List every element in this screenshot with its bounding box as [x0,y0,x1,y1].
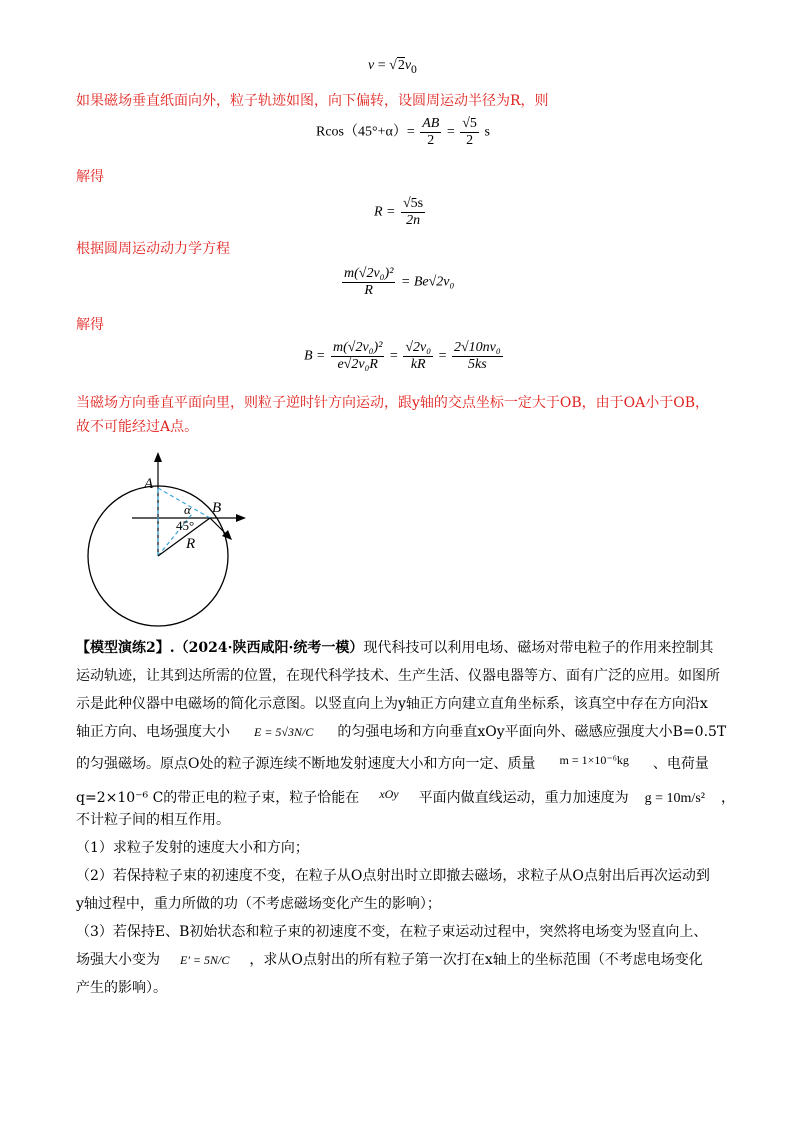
label-b: B [212,500,222,516]
problem-line-3: 示是此种仪器中电磁场的简化示意图。以竖直向上为y轴正方向建立直角坐标系，该真空中存在方向沿x [76,696,708,712]
trajectory-figure [80,450,280,630]
eq5-f3-den: 5ks [468,357,487,372]
gravity-expression: g = 10m/s² [644,791,705,806]
label-alpha: α [184,502,191,517]
equation-dynamics [340,266,454,299]
problem-intro-1: 现代科技可以利用电场、磁场对带电粒子的作用来控制其 [363,640,714,656]
eq5-lhs: B = [304,348,326,364]
eq3-num: √5s [403,196,424,211]
problem-line-1 [76,634,740,662]
eq2-lhs: Rcos（45°+α）= [316,124,415,140]
eq5-f2-num: √2v₀ [405,340,432,355]
eq5-frac3 [452,340,503,373]
eq5-f2-den: kR [410,357,426,372]
text-solve-2: 解得 [76,317,104,333]
eq2-frac2 [460,116,479,149]
eq3-lhs: R = [374,204,396,220]
eq2-frac1-den: 2 [427,133,435,148]
eq4-num: m(√2v₀)² [344,266,394,281]
eq2-tail: s [484,124,490,140]
question-3-2a: 场强大小变为 [76,952,160,968]
eq4-rhs: = Be√2v₀ [400,274,455,290]
y-axis-arrow [154,452,162,462]
eq1-v: v [404,58,412,73]
equation-velocity: $v = √2v_0$ [368,58,417,76]
eq5-f3-num: 2√10nv₀ [453,340,501,355]
mass-expression: m = 1×10⁻⁶kg [559,753,629,767]
eq3-den: 2n [406,213,421,228]
eq2-frac1 [420,116,441,149]
e-field-expression: E = 5√3N/C [254,725,314,739]
text-case-in-2: 故不可能经过A点。 [76,419,199,435]
eq2-frac2-den: 2 [466,133,474,148]
question-3-line-1: （3）若保持E、B初始状态和粒子束的初速度不变，在粒子束运动过程中，突然将电场变为竖直向上、 [76,924,708,940]
label-a: A [144,476,154,492]
label-r: R [186,536,196,552]
eq2-frac1-num: AB [422,116,440,131]
eq1-sub: 0 [411,62,417,76]
e2-field-expression: E' = 5N/C [180,953,230,967]
question-3-2b: ，求从O点射出的所有粒子第一次打在x轴上的坐标范围（不考虑电场变化 [249,952,703,968]
eq5-f1-num: m(√2v₀)² [333,340,383,355]
equation-field-b: B = $\frac{\text{m(√2v₀)²}}{\text{e√2v₀R}}$ = $\frac{\text{√2v₀}}{kR}$ = $\frac{\text{2√10nv₀}}{5ks}$ [304,340,501,372]
problem-intro-4b: 的匀强电场和方向垂直xOy平面向外、磁感应强度大小B=0.5T [337,724,727,740]
question-3-line-2 [76,946,740,974]
problem-intro-6a: q=2×10⁻⁶ C的带正电的粒子束，粒子恰能在 [76,790,360,806]
eq2-frac2-num: √5 [462,116,477,131]
xoy-expression: xOy [379,787,399,801]
text-case-out: 如果磁场垂直纸面向外，粒子轨迹如图，向下偏转，设圆周运动半径为R，则 [76,93,549,109]
eq1-sqrt: 2 [397,58,405,73]
eq2-eq: = [446,124,455,140]
eq5-f1-den: e√2v₀R [337,357,378,372]
problem-line-7: 不计粒子间的相互作用。 [76,812,230,828]
label-angle: 45° [176,518,195,533]
problem-intro-6c: ， [720,790,735,806]
eq5-frac1 [331,340,384,373]
question-3-line-3: 产生的影响）。 [76,980,167,996]
text-dynamics: 根据圆周运动动力学方程 [76,241,230,257]
text-solve-1: 解得 [76,169,104,185]
problem-line-5 [76,746,740,778]
eq3-frac [401,196,425,229]
eq5-frac2 [403,340,433,373]
equation-radius [374,196,427,229]
problem-line-4 [76,718,740,746]
eq1-eq: = [377,58,386,73]
question-2-line-2: y轴过程中，重力所做的功（不考虑磁场变化产生的影响）； [76,896,441,912]
eq4-den: R [364,283,373,298]
problem-intro-4a: 轴正方向、电场强度大小 [76,724,230,740]
text-case-in-1: 当磁场方向垂直平面向里，则粒子逆时针方向运动，跟y轴的交点坐标一定大于OB，由于OA小于OB， [76,395,710,411]
problem-line-2: 运动轨迹，让其到达所需的位置，在现代科学技术、生产生活、仪器电器等方、面有广泛的应用。如图所 [76,668,720,684]
problem-intro-5b: 、电荷量 [652,756,709,772]
problem-intro-6b: 平面内做直线运动，重力加速度为 [418,790,629,806]
eq4-frac [342,266,395,299]
problem-title: 【模型演练2】 [76,640,170,656]
x-axis-arrow [236,514,246,522]
question-1: （1）求粒子发射的速度大小和方向； [76,840,309,856]
question-2-line-1: （2）若保持粒子束的初速度不变，在粒子从O点射出时立即撤去磁场，求粒子从O点射出后再次运动到 [76,868,710,884]
eq1-lhs: v [368,58,375,73]
problem-source: .（2024·陕西咸阳·统考一模） [169,640,364,656]
equation-rcos [316,116,490,149]
problem-intro-5a: 的匀强磁场。原点O处的粒子源连续不断地发射速度大小和方向一定、质量 [76,756,536,772]
